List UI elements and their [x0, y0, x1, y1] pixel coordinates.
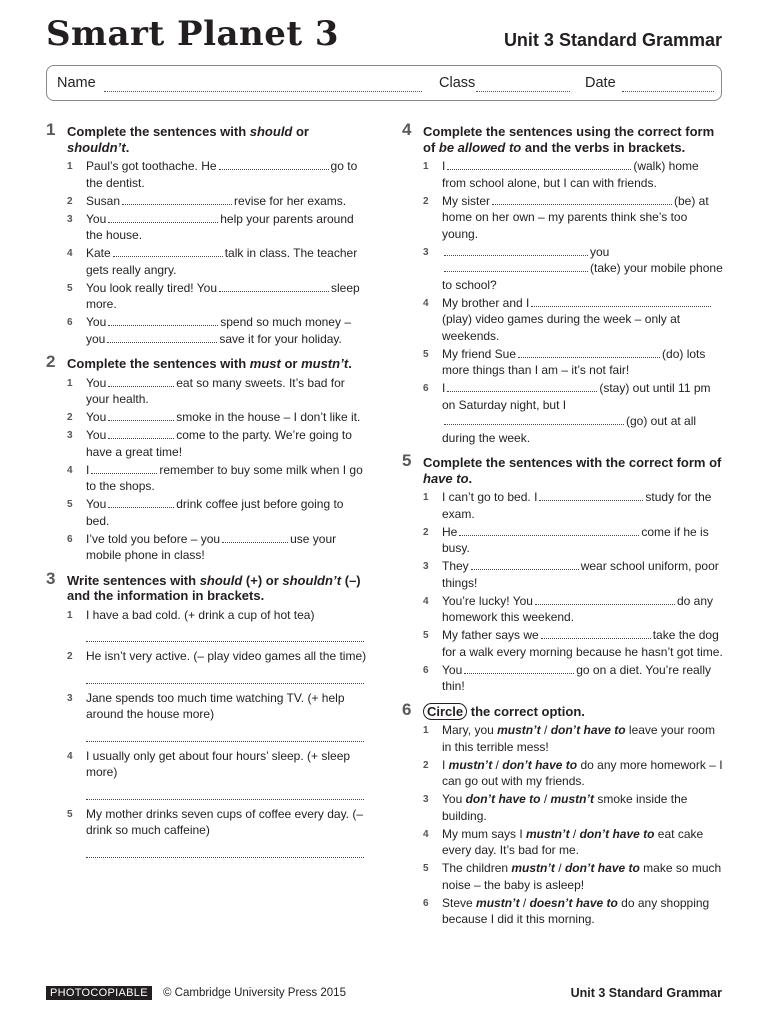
answer-blank[interactable]: [108, 497, 174, 508]
name-field[interactable]: [104, 91, 422, 92]
exercise-instruction: Complete the sentences with must or mustn’t.: [67, 356, 352, 371]
list-item: 3 you (take) your mobile phone to school?: [423, 244, 723, 292]
answer-blank[interactable]: [108, 315, 218, 326]
answer-line[interactable]: [86, 667, 364, 684]
class-label: Class: [439, 75, 476, 91]
list-item: 4 Kate talk in class. The teacher gets really angry.: [67, 246, 358, 277]
answer-blank[interactable]: [492, 194, 672, 205]
exercise-number: 4: [402, 120, 412, 139]
list-item: 2 He isn’t very active. (– play video games all the time): [67, 648, 368, 684]
answer-blank[interactable]: [471, 559, 579, 570]
class-field[interactable]: [476, 91, 570, 92]
answer-blank[interactable]: [444, 245, 588, 256]
option-a[interactable]: mustn’t: [448, 757, 493, 772]
option-b[interactable]: mustn’t: [550, 792, 595, 806]
list-item: 5 My mother drinks seven cups of coffee every day. (– drink so much caffeine): [67, 806, 368, 858]
answer-blank[interactable]: [535, 594, 675, 605]
option-a[interactable]: mustn’t: [497, 723, 541, 737]
exercise-instruction: Complete the sentences with should or shouldn’t.: [67, 124, 309, 155]
list-item: 4 I usually only get about four hours’ sleep. (+ sleep more): [67, 748, 368, 800]
list-item: 3 You come to the party. We’re going to have a great time!: [67, 428, 352, 459]
answer-blank[interactable]: [108, 212, 218, 223]
answer-blank[interactable]: [219, 159, 329, 170]
option-a[interactable]: mustn’t: [511, 861, 555, 875]
answer-blank[interactable]: [541, 628, 651, 639]
list-item: 3 They wear school uniform, poor things!: [423, 559, 719, 590]
answer-blank[interactable]: [531, 296, 711, 307]
exercise-4: [402, 120, 724, 446]
footer-unit-title: Unit 3 Standard Grammar: [570, 986, 722, 1000]
answer-blank[interactable]: [447, 159, 631, 170]
answer-blank[interactable]: [91, 463, 157, 474]
right-column: [402, 120, 724, 937]
answer-blank[interactable]: [122, 194, 232, 205]
answer-blank[interactable]: [447, 381, 597, 392]
list-item: 5 The children mustn’t / don’t have to make so much noise – the baby is asleep!: [423, 861, 722, 892]
list-item: 1 Paul’s got toothache. He go to the dentist.: [67, 159, 358, 190]
list-item: 6 I (stay) out until 11 pm on Saturday night, but I(go) out at all during the week.: [423, 381, 711, 445]
list-item: 3 Jane spends too much time watching TV. (+ help around the house more): [67, 690, 368, 742]
unit-heading: Unit 3 Standard Grammar: [503, 30, 722, 50]
worksheet-title: Smart Planet 3: [46, 14, 340, 54]
answer-blank[interactable]: [219, 281, 329, 292]
exercise-number: 3: [46, 568, 56, 588]
list-item: 6 I’ve told you before – you use your mobile phone in class!: [67, 531, 337, 562]
answer-line[interactable]: [86, 625, 364, 642]
option-a[interactable]: mustn’t: [476, 895, 520, 910]
list-item: 5 My father says we take the dog for a walk every morning because he hasn’t got time.: [423, 628, 723, 659]
answer-line[interactable]: [86, 783, 364, 800]
answer-blank[interactable]: [444, 414, 624, 425]
answer-blank[interactable]: [107, 332, 217, 343]
exercise-instruction: Write sentences with should (+) or shouldn’t (–) and the information in brackets.: [67, 572, 361, 603]
option-b[interactable]: don’t have to: [579, 826, 655, 841]
list-item: 1 Mary, you mustn’t / don’t have to leave your room in this terrible mess!: [423, 723, 715, 754]
list-item: 2 He come if he is busy.: [423, 524, 709, 555]
answer-blank[interactable]: [444, 261, 588, 272]
exercise-instruction: Complete the sentences using the correct form of be allowed to and the verbs in brackets.: [423, 124, 715, 155]
exercise-instruction: Circle the correct option.: [423, 704, 724, 720]
answer-blank[interactable]: [108, 428, 174, 439]
list-item: 5 You look really tired! You sleep more.: [67, 280, 360, 311]
list-item: 3 You help your parents around the house.: [67, 211, 354, 242]
exercise-6: [402, 699, 724, 928]
answer-line[interactable]: [86, 841, 364, 858]
list-item: 1 I (walk) home from school alone, but I can with friends.: [423, 159, 699, 190]
list-item: 4 My mum says I mustn’t / don’t have to eat cake every day. It’s bad for me.: [423, 826, 704, 857]
option-b[interactable]: don’t have to: [502, 757, 578, 772]
option-b[interactable]: don’t have to: [550, 723, 626, 737]
answer-blank[interactable]: [108, 410, 174, 421]
list-item: 4 I remember to buy some milk when I go to the shops.: [67, 462, 363, 493]
option-b[interactable]: don’t have to: [564, 861, 640, 875]
list-item: 1 I have a bad cold. (+ drink a cup of hot tea): [67, 607, 368, 643]
list-item: 4 My brother and I(play) video games during the week – only at weekends.: [423, 295, 724, 345]
exercise-number: 5: [402, 451, 412, 470]
exercise-2: [46, 352, 368, 564]
option-a[interactable]: don’t have to: [465, 792, 541, 806]
answer-blank[interactable]: [459, 525, 639, 536]
exercise-instruction: Complete the sentences with the correct form of have to.: [423, 455, 722, 486]
copyright-notice: © Cambridge University Press 2015: [163, 987, 346, 999]
exercise-3: [46, 568, 368, 858]
date-label: Date: [585, 75, 616, 91]
answer-blank[interactable]: [222, 532, 288, 543]
list-item: 2 You smoke in the house – I don’t like it.: [67, 410, 361, 424]
list-item: 6 Steve mustn’t / doesn’t have to do any shopping because I did it this morning.: [423, 895, 710, 926]
list-item: 5 You drink coffee just before going to bed.: [67, 497, 344, 528]
list-item: 3 You don’t have to / mustn’t smoke inside the building.: [423, 792, 688, 823]
list-item: 6 You spend so much money – you save it for your holiday.: [67, 315, 351, 346]
photocopiable-badge: PHOTOCOPIABLE: [46, 986, 152, 1000]
exercise-5: [402, 451, 724, 695]
name-label: Name: [57, 75, 96, 91]
answer-blank[interactable]: [113, 246, 223, 257]
list-item: 2 I mustn’t / don’t have to do any more homework – I can go out with my friends.: [423, 757, 723, 788]
exercise-number: 6: [402, 699, 412, 719]
date-field[interactable]: [622, 91, 714, 92]
answer-blank[interactable]: [518, 347, 660, 358]
answer-line[interactable]: [86, 725, 364, 742]
list-item: 6 You go on a diet. You’re really thin!: [423, 662, 712, 693]
answer-blank[interactable]: [539, 490, 643, 501]
answer-blank[interactable]: [108, 376, 174, 387]
list-item: 1 I can’t go to bed. I study for the exam.: [423, 490, 712, 521]
exercise-1: [46, 120, 368, 347]
answer-blank[interactable]: [464, 663, 574, 674]
exercise-number: 2: [46, 352, 56, 371]
circle-word: Circle: [423, 703, 467, 720]
left-column: [46, 120, 368, 867]
exercise-number: 1: [46, 120, 56, 139]
list-item: 1 You eat so many sweets. It’s bad for your health.: [67, 375, 345, 406]
option-a[interactable]: mustn’t: [526, 826, 570, 841]
list-item: 2 My sister (be) at home on her own – my parents think she’s too young.: [423, 193, 709, 241]
list-item: 5 My friend Sue (do) lots more things than I am – it’s not fair!: [423, 346, 706, 377]
list-item: 4 You’re lucky! You do any homework this weekend.: [423, 593, 713, 624]
option-b[interactable]: doesn’t have to: [529, 895, 618, 910]
student-info-box: [46, 65, 722, 101]
list-item: 2 Susan revise for her exams.: [67, 193, 347, 208]
